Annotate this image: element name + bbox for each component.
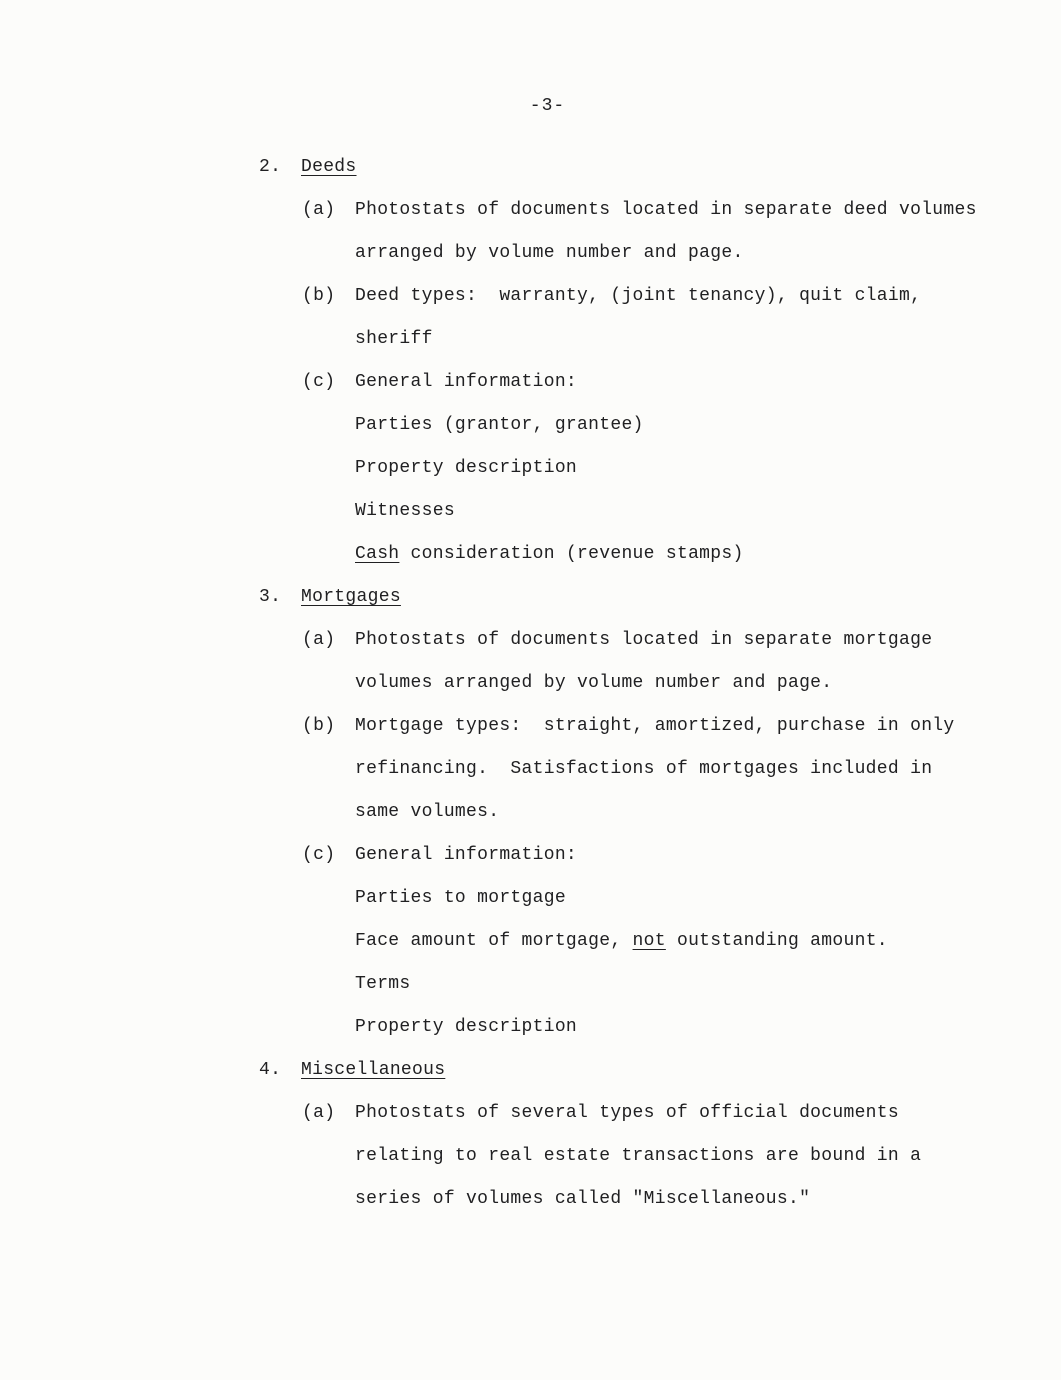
text-segment: Photostats of documents located in separate mortgage (355, 630, 933, 650)
text-line (0, 705, 1061, 748)
text-line (0, 877, 1061, 920)
line-text (355, 361, 577, 404)
line-text (355, 1135, 921, 1178)
line-text (355, 1178, 810, 1221)
line-text (355, 232, 744, 275)
entry-label: (b) (302, 716, 336, 736)
text-line (0, 361, 1061, 404)
text-line (0, 232, 1061, 275)
document-body (0, 146, 1061, 1221)
line-text (355, 447, 577, 490)
text-segment: not (632, 931, 666, 951)
text-line (0, 447, 1061, 490)
text-segment: arranged by volume number and page. (355, 243, 744, 263)
line-text (355, 275, 921, 318)
entry-label: (a) (302, 1103, 336, 1123)
entry-label: (c) (302, 372, 336, 392)
text-segment: refinancing. Satisfactions of mortgages included in (355, 759, 933, 779)
entry-label: (a) (302, 200, 336, 220)
text-segment: Property description (355, 1017, 578, 1037)
text-segment: volumes arranged by volume number and page. (355, 673, 833, 693)
text-line (0, 318, 1061, 361)
text-segment: Photostats of several types of official documents (355, 1103, 899, 1123)
line-text (355, 318, 433, 361)
line-text (355, 189, 977, 232)
text-line (0, 834, 1061, 877)
text-line (0, 533, 1061, 576)
text-line (0, 920, 1061, 963)
line-text (355, 533, 744, 576)
text-line (0, 404, 1061, 447)
section-number: 4. (259, 1060, 282, 1080)
line-text (355, 662, 832, 705)
text-segment: consideration (revenue stamps) (399, 544, 744, 564)
line-text (355, 791, 499, 834)
entry-label: (c) (302, 845, 336, 865)
text-segment: Parties (grantor, grantee) (355, 415, 644, 435)
text-line (0, 1006, 1061, 1049)
text-line (0, 662, 1061, 705)
line-text (355, 1092, 899, 1135)
text-segment: series of volumes called "Miscellaneous." (355, 1189, 811, 1209)
line-text (355, 834, 577, 877)
line-text (355, 490, 455, 533)
line-text (355, 877, 566, 920)
line-text (355, 1006, 577, 1049)
text-line (0, 490, 1061, 533)
entry-label: (b) (302, 286, 336, 306)
line-text (355, 748, 932, 791)
text-line (0, 791, 1061, 834)
text-segment: Property description (355, 458, 578, 478)
section-heading (0, 576, 1061, 619)
text-segment: sheriff (355, 329, 433, 349)
section-heading (0, 146, 1061, 189)
text-segment: Witnesses (355, 501, 455, 521)
section-title: Mortgages (301, 587, 401, 607)
text-segment: Photostats of documents located in separate deed volumes (355, 200, 977, 220)
text-segment: Deed types: warranty, (joint tenancy), quit claim, (355, 286, 922, 306)
line-text (355, 404, 644, 447)
section-number: 2. (259, 157, 282, 177)
text-line (0, 275, 1061, 318)
text-segment: General information: (355, 845, 578, 865)
line-text (355, 619, 932, 662)
text-line (0, 1092, 1061, 1135)
section-title: Deeds (301, 157, 357, 177)
text-line (0, 1178, 1061, 1221)
entry-label: (a) (302, 630, 336, 650)
text-segment: outstanding amount. (665, 931, 888, 951)
text-segment: General information: (355, 372, 578, 392)
text-line (0, 189, 1061, 232)
line-text (355, 705, 955, 748)
line-text (355, 963, 411, 1006)
page-number: -3- (529, 96, 566, 116)
text-segment: relating to real estate transactions are bound in a (355, 1146, 922, 1166)
section-title: Miscellaneous (301, 1060, 446, 1080)
line-text (355, 920, 888, 963)
text-segment: Parties to mortgage (355, 888, 566, 908)
section-heading (0, 1049, 1061, 1092)
text-segment: Terms (355, 974, 411, 994)
section-number: 3. (259, 587, 282, 607)
text-segment: Mortgage types: straight, amortized, purchase in only (355, 716, 955, 736)
text-segment: Cash (355, 544, 400, 564)
text-line (0, 619, 1061, 662)
text-line (0, 748, 1061, 791)
text-segment: same volumes. (355, 802, 500, 822)
text-line (0, 963, 1061, 1006)
text-line (0, 1135, 1061, 1178)
text-segment: Face amount of mortgage, (355, 931, 633, 951)
